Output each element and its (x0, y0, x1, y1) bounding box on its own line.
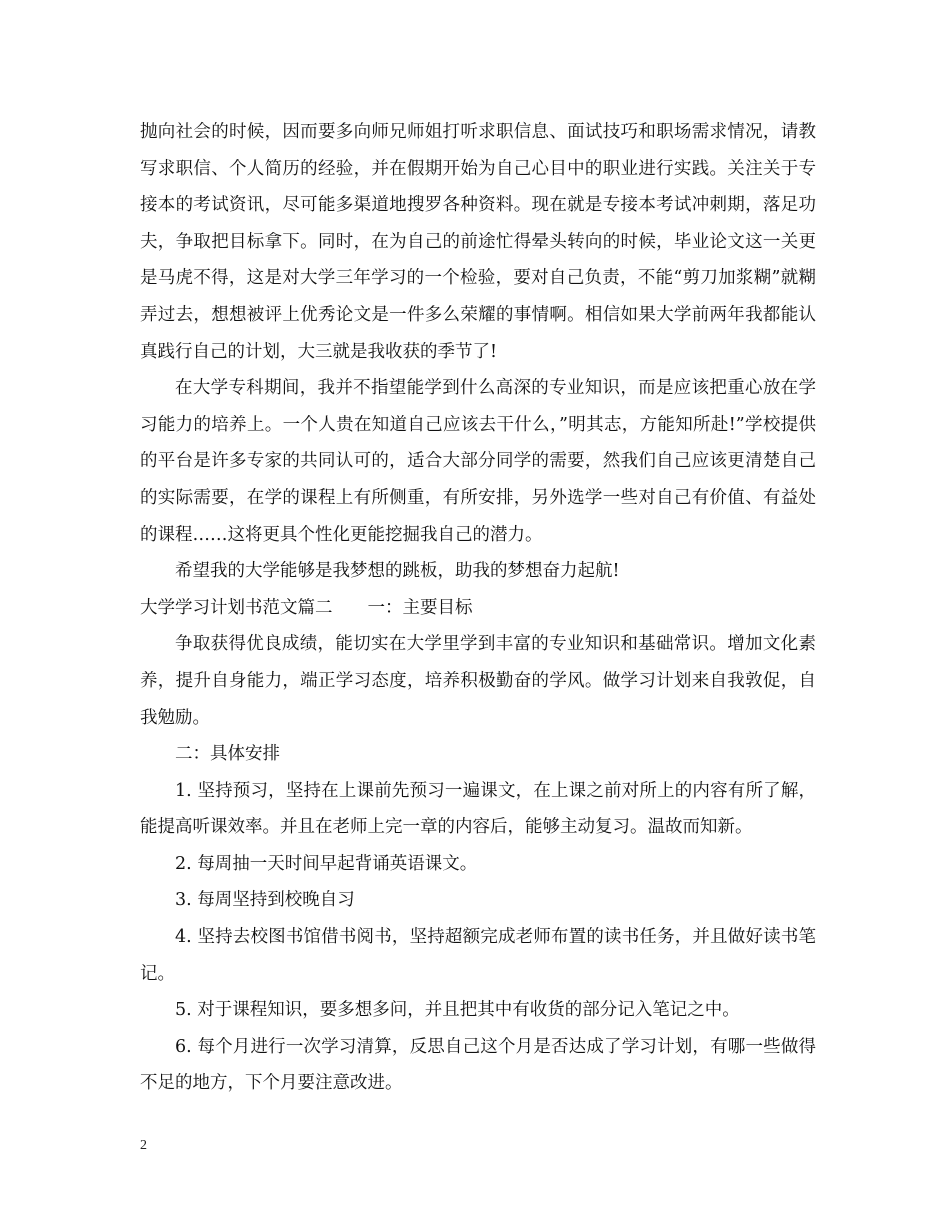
section-heading-sample-two: 大学学习计划书范文篇二 一：主要目标 (140, 597, 473, 618)
document-body (140, 114, 816, 1102)
paragraph-continuation: 抛向社会的时候，因而要多向师兄师姐打听求职信息、面试技巧和职场需求情况，请教写求职信、个人简历的经验，并在假期开始为自己心目中的职业进行实践。关注关于专接本的考试资讯，尽可能多渠道地搜罗各种资料。现在就是专接本考试冲刺期，落足功夫，争取把目标拿下。同时，在为自己的前途忙得晕头转向的时候，毕业论文这一关更是马虎不得，这是对大学三年学习的一个检验，要对自己负责，不能“剪刀加浆糊”就糊弄过去，想想被评上优秀论文是一件多么荣耀的事情啊。相信如果大学前两年我都能认真践行自己的计划，大三就是我收获的季节了! (140, 122, 816, 362)
list-item-6: 6. 每个月进行一次学习清算，反思自己这个月是否达成了学习计划，有哪一些做得不足的地方，下个月要注意改进。 (140, 1036, 816, 1094)
list-item-3: 3. 每周坚持到校晚自习 (175, 890, 355, 911)
list-item-4: 4. 坚持去校图书馆借书阅书，坚持超额完成老师布置的读书任务，并且做好读书笔记。 (140, 927, 816, 984)
paragraph-main-goal: 争取获得优良成绩，能切实在大学里学到丰富的专业知识和基础常识。增加文化素养，提升自身能力，端正学习态度，培养积极勤奋的学风。做学习计划来自我敦促，自我勉励。 (140, 634, 816, 728)
paragraph-study-focus: 在大学专科期间，我并不指望能学到什么高深的专业知识，而是应该把重心放在学习能力的培养上。一个人贵在知道自己应该去干什么，”明其志，方能知所赴!”学校提供的平台是许多专家的共同认可的，适合大部分同学的需要，然我们自己应该更清楚自己的实际需要，在学的课程上有所侧重，有所安排，另外选学一些对自己有价值、有益处的课程……这将更具个性化更能挖掘我自己的潜力。 (140, 378, 816, 545)
paragraph-hope: 希望我的大学能够是我梦想的跳板，助我的梦想奋力起航! (175, 561, 620, 582)
list-item-1: 1. 坚持预习，坚持在上课前先预习一遍课文，在上课之前对所上的内容有所了解，能提高听课效率。并且在老师上完一章的内容后，能够主动复习。温故而知新。 (140, 780, 816, 838)
list-item-2: 2. 每周抽一天时间早起背诵英语课文。 (175, 853, 478, 874)
list-item-5: 5. 对于课程知识，要多想多问，并且把其中有收货的部分记入笔记之中。 (175, 1000, 740, 1021)
subheading-specific-arrangements: 二：具体安排 (175, 744, 280, 765)
page-number: 2 (140, 1138, 147, 1153)
